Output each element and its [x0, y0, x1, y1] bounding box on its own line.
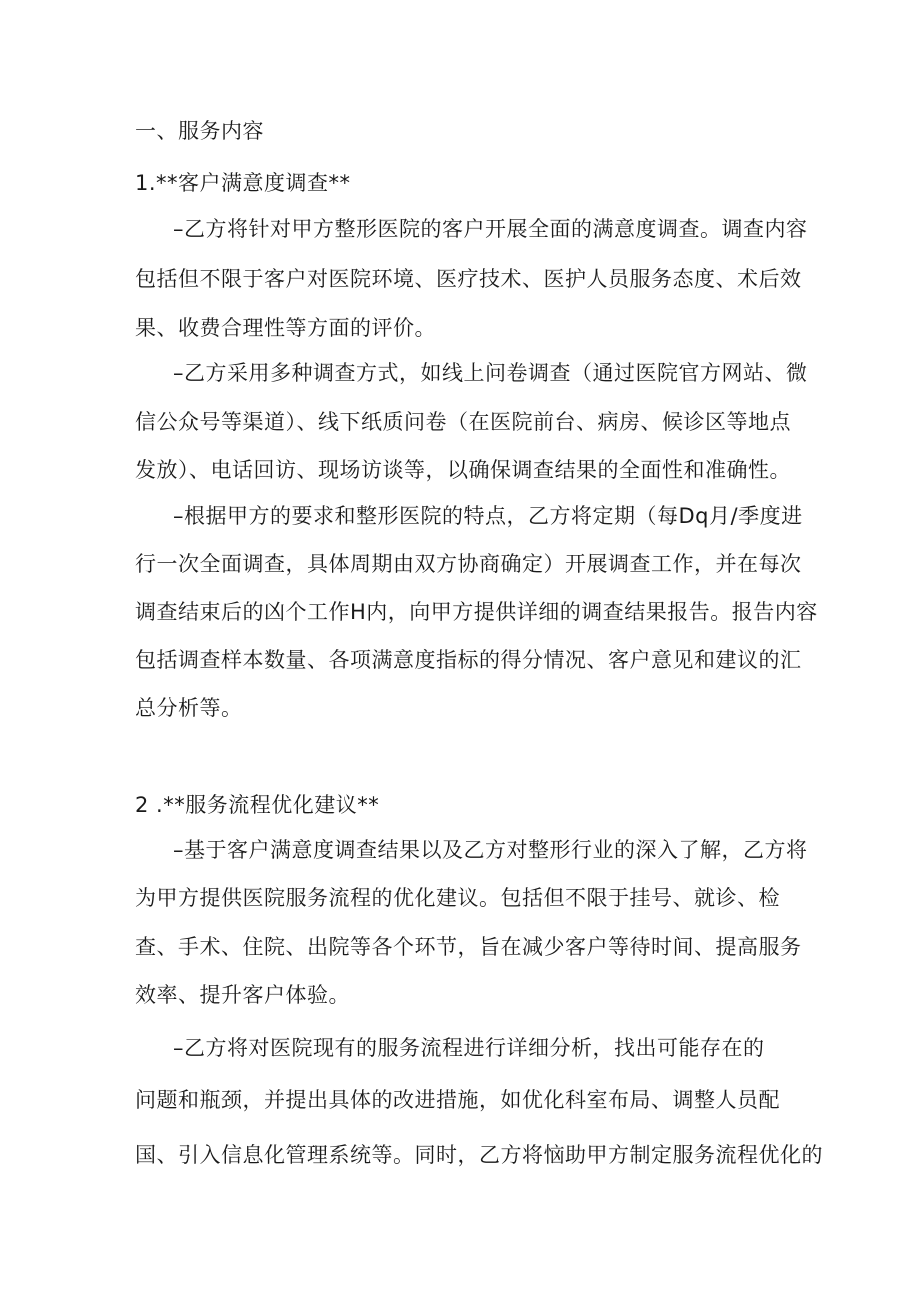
paragraph-line: 总分析等。	[135, 696, 243, 720]
section-title: 一、服务内容	[135, 119, 264, 143]
paragraph-line: 为甲方提供医院服务流程的优化建议。包括但不限于挂号、就诊、检	[135, 886, 780, 910]
paragraph-line: 调查结束后的凶个工作H内，向甲方提供详细的调查结果报告。报告内容	[135, 600, 818, 624]
paragraph-line: –乙方采用多种调查方式，如线上问卷调查（通过医院官方网站、微	[173, 361, 808, 385]
paragraph-line: 包括调查样本数量、各项满意度指标的得分情况、客户意见和建议的汇	[135, 648, 802, 672]
paragraph-line: 查、手术、住院、出院等各个环节，旨在减少客户等待时间、提高服务	[135, 935, 802, 959]
paragraph-line: 信公众号等渠道）、线下纸质问卷（在医院前台、病房、候诊区等地点	[135, 410, 791, 434]
item-title: 2 .**服务流程优化建议**	[135, 793, 380, 817]
paragraph-line: 问题和瓶颈，并提出具体的改进措施，如优化科室布局、调整人员配	[135, 1088, 780, 1112]
paragraph-line: –根据甲方的要求和整形医院的特点，乙方将定期（每Dq月/季度进	[173, 504, 803, 528]
paragraph-line: 果、收费合理性等方面的评价。	[135, 316, 436, 340]
paragraph-line: 效率、提升客户体验。	[135, 983, 350, 1007]
paragraph-line: –基于客户满意度调查结果以及乙方对整形行业的深入了解，乙方将	[173, 838, 808, 862]
item-title: 1.**客户满意度调查**	[135, 171, 351, 195]
paragraph-line: 发放）、电话回访、现场访谈等，以确保调查结果的全面性和准确性。	[135, 458, 791, 482]
paragraph-line: –乙方将对医院现有的服务流程进行详细分析，找出可能存在的	[173, 1036, 765, 1060]
paragraph-line: 国、引入信息化管理系统等。同时，乙方将恼助甲方制定服务流程优化的	[135, 1143, 823, 1167]
paragraph-line: 行一次全面调查，具体周期由双方协商确定）开展调查工作，并在每次	[135, 552, 802, 576]
paragraph-line: –乙方将针对甲方整形医院的客户开展全面的满意度调查。调查内容	[173, 217, 808, 241]
paragraph-line: 包括但不限于客户对医院环境、医疗技术、医护人员服务态度、术后效	[135, 267, 802, 291]
